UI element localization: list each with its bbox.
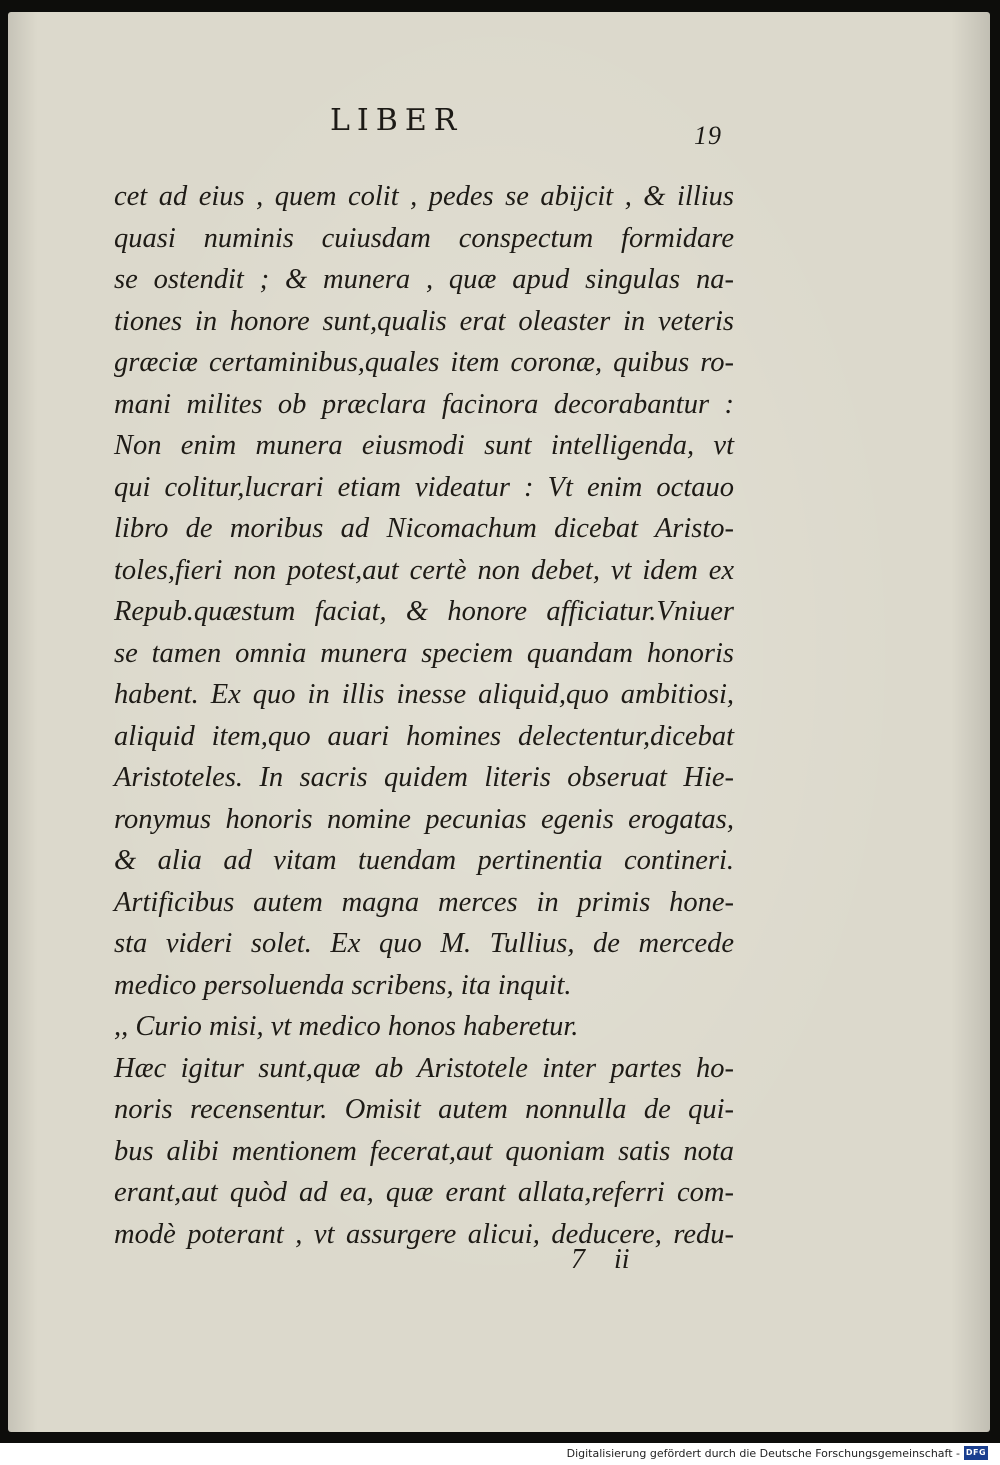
text-line: Repub.quæstum faciat, & honore afficiatur.Vniuer — [114, 596, 734, 627]
text-line: græciæ certaminibus,quales item coronæ, quibus ro- — [114, 347, 734, 378]
running-head: LIBER — [330, 103, 464, 138]
text-line: tiones in honore sunt,qualis erat oleaster in veteris — [114, 305, 734, 337]
text-line: modè poterant , vt assurgere alicui, deducere, redu- — [114, 1218, 734, 1250]
text-line: medico persoluenda scribens, ita inquit. — [114, 969, 572, 1001]
text-line: Non enim munera eiusmodi sunt intelligenda, vt — [114, 430, 734, 461]
text-line: libro de moribus ad Nicomachum dicebat Aristo- — [114, 513, 734, 544]
text-line: Hæc igitur sunt,quæ ab Aristotele inter partes ho- — [114, 1052, 734, 1084]
text-line: sta videri solet. Ex quo M. Tullius, de mercede — [114, 928, 734, 959]
text-line: Artificibus autem magna merces in primis hone- — [114, 886, 734, 918]
text-line: mani milites ob præclara facinora decorabantur : — [114, 388, 734, 420]
footer-bar — [0, 1443, 1000, 1465]
text-line: cet ad eius , quem colit , pedes se abijcit , & illius — [114, 181, 734, 212]
book-page — [8, 12, 990, 1432]
text-line: Aristoteles. In sacris quidem literis obseruat Hie- — [114, 762, 734, 793]
text-line: bus alibi mentionem fecerat,aut quoniam satis nota — [114, 1135, 734, 1167]
quoted-line: ,, Curio misi, vt medico honos haberetur. — [114, 1011, 579, 1042]
funding-credit: Digitalisierung gefördert durch die Deutsche Forschungsgemeinschaft - — [566, 1447, 960, 1460]
text-line: toles,fieri non potest,aut certè non debet, vt idem ex — [114, 554, 734, 586]
text-line: noris recensentur. Omisit autem nonnulla de qui- — [114, 1094, 734, 1125]
text-line: quasi numinis cuiusdam conspectum formidare — [114, 222, 734, 254]
text-line: aliquid item,quo auari homines delectentur,dicebat — [114, 720, 734, 752]
page-number: 19 — [694, 121, 722, 150]
text-line: qui colitur,lucrari etiam videatur : Vt enim octauo — [114, 471, 734, 503]
text-line: se ostendit ; & munera , quæ apud singulas na- — [114, 264, 734, 295]
dfg-logo: DFG — [964, 1446, 988, 1460]
text-line: habent. Ex quo in illis inesse aliquid,quo ambitiosi, — [114, 679, 734, 710]
text-line: ronymus honoris nomine pecunias egenis erogatas, — [114, 803, 734, 835]
body-text — [114, 176, 734, 1255]
text-line: erant,aut quòd ad ea, quæ erant allata,referri com- — [114, 1177, 734, 1208]
signature-mark: 7 ii — [571, 1244, 630, 1275]
text-line: & alia ad vitam tuendam pertinentia contineri. — [114, 845, 734, 876]
text-line: se tamen omnia munera speciem quandam honoris — [114, 637, 734, 669]
